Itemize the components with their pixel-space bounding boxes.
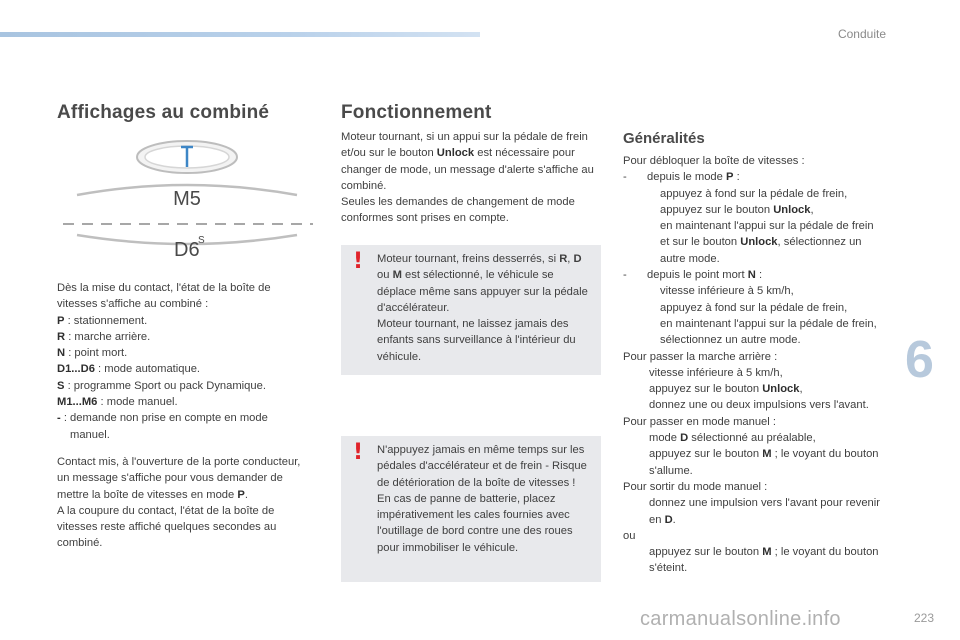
general-instructions: Pour débloquer la boîte de vitesses : - depuis le mode P : appuyez à fond sur la pédale de frein, appuyez sur le bouton Unlock, en maintenant l'appui sur la pédale de frein et sur le bouton Unlock, sélectionnez un autre mode. - depuis le point mort N : vitesse inférieure à 5 km/h, appuyez à fond sur la pédale de frein, en maintenant l'appui sur la pédale de frein, sélectionnez un autre mode. Pour passer la marche arrière : vitesse inférieure à 5 km/h, appuyez sur le bouton Unlock, donnez une ou deux impulsions vers l'avant. Pour passer en mode manuel : mode D sélectionné au préalable, appuyez sur le bouton M ; le voyant du bouton s'allume. Pour sortir du mode manuel : donnez une impulsion vers l'avant pour revenir en D. ou appuyez sur le bouton M ; le voyant du bouton s'éteint. bbox=[623, 153, 885, 577]
legend-item: D1...D6 : mode automatique. bbox=[57, 363, 201, 376]
list-item: mode D sélectionné au préalable, bbox=[649, 432, 816, 445]
warning-text: N'appuyez jamais en même temps sur les pédales d'accélérateur et de frein - Risque de détérioration de la boîte de vitesses ! En cas de panne de batterie, placez impérativement les cales fournies avec l'outillage de bord contre une des roues pour immobiliser le véhicule. bbox=[377, 444, 587, 554]
section-title-display: Affichages au combiné bbox=[57, 102, 270, 123]
header-accent-bar bbox=[0, 32, 480, 37]
warning-icon: ! bbox=[353, 249, 364, 274]
list-item: appuyez à fond sur la pédale de frein, bbox=[660, 301, 848, 314]
list-item: vitesse inférieure à 5 km/h, bbox=[649, 366, 783, 379]
legend-item: R : marche arrière. bbox=[57, 330, 151, 343]
legend-item: S : programme Sport ou pack Dynamique. bbox=[57, 379, 266, 392]
chapter-tab-number: 6 bbox=[905, 331, 934, 389]
watermark: carmanualsonline.info bbox=[640, 608, 841, 630]
list-item: appuyez sur le bouton Unlock, bbox=[660, 203, 814, 216]
section-title-operation: Fonctionnement bbox=[341, 102, 492, 123]
section-title-general: Généralités bbox=[623, 130, 705, 147]
gear-upper-label: M5 bbox=[173, 188, 201, 210]
list-item: donnez une impulsion vers l'avant pour revenir en D. bbox=[649, 497, 880, 526]
list-item: donnez une ou deux impulsions vers l'avant. bbox=[649, 399, 869, 412]
list-item: en maintenant l'appui sur la pédale de frein et sur le bouton Unlock, sélectionnez un autre mode. bbox=[660, 220, 874, 265]
warning-box-unintended-movement bbox=[341, 245, 601, 375]
list-item: appuyez sur le bouton M ; le voyant du bouton s'allume. bbox=[649, 448, 879, 477]
list-item: appuyez à fond sur la pédale de frein, bbox=[660, 187, 848, 200]
list-item: appuyez sur le bouton M ; le voyant du bouton s'éteint. bbox=[649, 546, 879, 575]
warning-icon: ! bbox=[353, 440, 364, 465]
list-item: appuyez sur le bouton Unlock, bbox=[649, 383, 803, 396]
page-number: 223 bbox=[914, 611, 935, 625]
selector-gauge bbox=[137, 141, 237, 173]
legend-item: M1...M6 : mode manuel. bbox=[57, 396, 178, 409]
gear-lower-suffix: S bbox=[198, 235, 205, 246]
legend-item: P : stationnement. bbox=[57, 314, 148, 327]
chapter-title: Conduite bbox=[837, 27, 886, 41]
list-item: vitesse inférieure à 5 km/h, bbox=[660, 285, 794, 298]
legend-intro: Dès la mise du contact, l'état de la boîte de vitesses s'affiche au combiné : bbox=[57, 282, 271, 311]
list-item: - depuis le mode P : bbox=[623, 171, 740, 184]
gear-lower-label: D6 bbox=[174, 239, 200, 261]
instrument-display-illustration bbox=[55, 137, 320, 267]
legend-item: N : point mort. bbox=[57, 347, 128, 360]
contact-paragraph: Contact mis, à l'ouverture de la porte conducteur, un message s'affiche pour vous demander de mettre la boîte de vitesses en mode P. A la coupure du contact, l'état de la boîte de vitesses reste affiché quelques secondes au combiné. bbox=[57, 456, 301, 550]
warning-text: Moteur tournant, freins desserrés, si R, D ou M est sélectionné, le véhicule se déplace même sans appuyer sur la pédale d'accélérateur. Moteur tournant, ne laissez jamais des enfants sans surveillance à l'intérieur du véhicule. bbox=[377, 253, 588, 363]
legend-item: - : demande non prise en compte en mode manuel. bbox=[57, 412, 268, 441]
warning-box-pedals bbox=[341, 436, 601, 582]
list-item: en maintenant l'appui sur la pédale de frein, sélectionnez un autre mode. bbox=[660, 317, 877, 347]
display-legend bbox=[57, 280, 305, 443]
list-item: - depuis le point mort N : bbox=[623, 269, 763, 282]
operation-paragraph: Moteur tournant, si un appui sur la pédale de frein et/ou sur le bouton Unlock est nécessaire pour changer de mode, un message d'alerte s'affiche au combiné. Seules les demandes de changement de mode conformes sont prises en compte. bbox=[341, 131, 594, 225]
